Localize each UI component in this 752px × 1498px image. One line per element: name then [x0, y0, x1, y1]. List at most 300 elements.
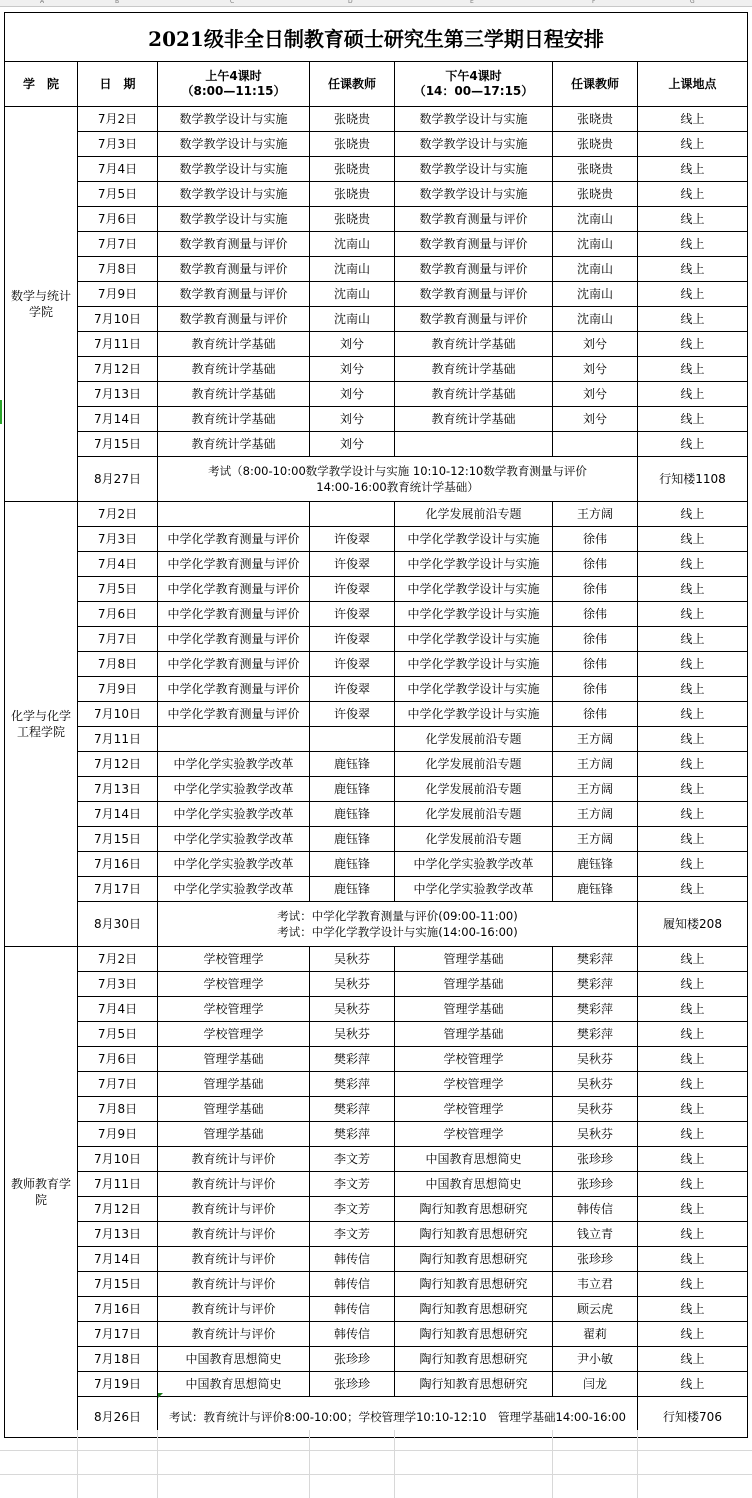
am-teacher-cell[interactable]: 刘兮: [310, 432, 395, 457]
pm-course-cell[interactable]: [395, 432, 553, 457]
pm-teacher-cell[interactable]: 刘兮: [553, 382, 638, 407]
pm-teacher-cell[interactable]: 樊彩萍: [553, 997, 638, 1022]
date-cell[interactable]: 7月13日: [78, 777, 158, 802]
location-cell[interactable]: 线上: [638, 527, 748, 552]
location-cell[interactable]: 线上: [638, 1097, 748, 1122]
am-course-cell[interactable]: 教育统计学基础: [158, 407, 310, 432]
pm-course-cell[interactable]: 中国教育思想简史: [395, 1147, 553, 1172]
pm-course-cell[interactable]: 中学化学教学设计与实施: [395, 527, 553, 552]
am-course-cell[interactable]: 学校管理学: [158, 972, 310, 997]
pm-course-cell[interactable]: 中学化学实验教学改革: [395, 852, 553, 877]
am-course-cell[interactable]: 数学教学设计与实施: [158, 207, 310, 232]
am-course-cell[interactable]: 学校管理学: [158, 947, 310, 972]
pm-teacher-cell[interactable]: 徐伟: [553, 527, 638, 552]
am-teacher-cell[interactable]: 韩传信: [310, 1322, 395, 1347]
am-teacher-cell[interactable]: 张晓贵: [310, 207, 395, 232]
am-course-cell[interactable]: 数学教育测量与评价: [158, 282, 310, 307]
am-teacher-cell[interactable]: 鹿钰锋: [310, 777, 395, 802]
pm-teacher-cell[interactable]: 沈南山: [553, 307, 638, 332]
location-cell[interactable]: 线上: [638, 652, 748, 677]
am-course-cell[interactable]: 学校管理学: [158, 1022, 310, 1047]
date-cell[interactable]: 7月7日: [78, 1072, 158, 1097]
pm-teacher-cell[interactable]: 徐伟: [553, 552, 638, 577]
pm-course-cell[interactable]: 化学发展前沿专题: [395, 752, 553, 777]
am-teacher-cell[interactable]: 樊彩萍: [310, 1097, 395, 1122]
exam-location-cell[interactable]: 履知楼208: [638, 902, 748, 947]
am-course-cell[interactable]: 中学化学实验教学改革: [158, 827, 310, 852]
am-course-cell[interactable]: 数学教学设计与实施: [158, 132, 310, 157]
pm-course-cell[interactable]: 中学化学教学设计与实施: [395, 552, 553, 577]
location-cell[interactable]: 线上: [638, 602, 748, 627]
pm-course-cell[interactable]: 中学化学教学设计与实施: [395, 677, 553, 702]
am-teacher-cell[interactable]: 许俊翠: [310, 702, 395, 727]
location-cell[interactable]: 线上: [638, 997, 748, 1022]
date-cell[interactable]: 7月10日: [78, 1147, 158, 1172]
pm-teacher-cell[interactable]: 吴秋芬: [553, 1097, 638, 1122]
pm-course-cell[interactable]: 化学发展前沿专题: [395, 827, 553, 852]
am-teacher-cell[interactable]: 张晓贵: [310, 107, 395, 132]
am-course-cell[interactable]: 数学教育测量与评价: [158, 307, 310, 332]
am-teacher-cell[interactable]: 鹿钰锋: [310, 802, 395, 827]
date-cell[interactable]: 7月2日: [78, 947, 158, 972]
header-date[interactable]: 日 期: [78, 62, 158, 107]
pm-course-cell[interactable]: 数学教育测量与评价: [395, 207, 553, 232]
pm-course-cell[interactable]: 管理学基础: [395, 997, 553, 1022]
am-teacher-cell[interactable]: 吴秋芬: [310, 972, 395, 997]
location-cell[interactable]: 线上: [638, 502, 748, 527]
am-course-cell[interactable]: 教育统计与评价: [158, 1172, 310, 1197]
pm-teacher-cell[interactable]: 沈南山: [553, 282, 638, 307]
exam-location-cell[interactable]: 行知楼1108: [638, 457, 748, 502]
pm-course-cell[interactable]: 化学发展前沿专题: [395, 502, 553, 527]
date-cell[interactable]: 7月3日: [78, 527, 158, 552]
exam-date-cell[interactable]: 8月26日: [78, 1397, 158, 1438]
date-cell[interactable]: 7月9日: [78, 282, 158, 307]
location-cell[interactable]: 线上: [638, 1247, 748, 1272]
pm-course-cell[interactable]: 数学教育测量与评价: [395, 257, 553, 282]
pm-teacher-cell[interactable]: 徐伟: [553, 577, 638, 602]
location-cell[interactable]: 线上: [638, 182, 748, 207]
date-cell[interactable]: 7月2日: [78, 502, 158, 527]
date-cell[interactable]: 7月2日: [78, 107, 158, 132]
am-teacher-cell[interactable]: 李文芳: [310, 1147, 395, 1172]
am-course-cell[interactable]: 中学化学教育测量与评价: [158, 577, 310, 602]
am-teacher-cell[interactable]: 吴秋芬: [310, 947, 395, 972]
am-course-cell[interactable]: 教育统计学基础: [158, 357, 310, 382]
location-cell[interactable]: 线上: [638, 1297, 748, 1322]
date-cell[interactable]: 7月7日: [78, 627, 158, 652]
pm-course-cell[interactable]: 中学化学教学设计与实施: [395, 577, 553, 602]
pm-course-cell[interactable]: 学校管理学: [395, 1122, 553, 1147]
date-cell[interactable]: 7月11日: [78, 1172, 158, 1197]
pm-course-cell[interactable]: 陶行知教育思想研究: [395, 1347, 553, 1372]
am-teacher-cell[interactable]: 韩传信: [310, 1297, 395, 1322]
location-cell[interactable]: 线上: [638, 702, 748, 727]
am-teacher-cell[interactable]: 李文芳: [310, 1172, 395, 1197]
am-teacher-cell[interactable]: 许俊翠: [310, 652, 395, 677]
am-teacher-cell[interactable]: 樊彩萍: [310, 1072, 395, 1097]
am-teacher-cell[interactable]: 张晓贵: [310, 157, 395, 182]
am-course-cell[interactable]: 数学教学设计与实施: [158, 107, 310, 132]
pm-teacher-cell[interactable]: 韩传信: [553, 1197, 638, 1222]
location-cell[interactable]: 线上: [638, 357, 748, 382]
date-cell[interactable]: 7月3日: [78, 972, 158, 997]
am-teacher-cell[interactable]: 吴秋芬: [310, 997, 395, 1022]
pm-course-cell[interactable]: 陶行知教育思想研究: [395, 1272, 553, 1297]
pm-teacher-cell[interactable]: 吴秋芬: [553, 1072, 638, 1097]
am-course-cell[interactable]: 学校管理学: [158, 997, 310, 1022]
am-teacher-cell[interactable]: 刘兮: [310, 407, 395, 432]
location-cell[interactable]: 线上: [638, 552, 748, 577]
am-teacher-cell[interactable]: 鹿钰锋: [310, 752, 395, 777]
date-cell[interactable]: 7月18日: [78, 1347, 158, 1372]
am-teacher-cell[interactable]: 沈南山: [310, 232, 395, 257]
location-cell[interactable]: 线上: [638, 1372, 748, 1397]
am-teacher-cell[interactable]: 张珍珍: [310, 1347, 395, 1372]
pm-teacher-cell[interactable]: 王方阔: [553, 752, 638, 777]
location-cell[interactable]: 线上: [638, 382, 748, 407]
pm-course-cell[interactable]: 学校管理学: [395, 1047, 553, 1072]
date-cell[interactable]: 7月17日: [78, 877, 158, 902]
pm-teacher-cell[interactable]: 张晓贵: [553, 157, 638, 182]
pm-course-cell[interactable]: 教育统计学基础: [395, 357, 553, 382]
pm-teacher-cell[interactable]: 闫龙: [553, 1372, 638, 1397]
date-cell[interactable]: 7月12日: [78, 357, 158, 382]
college-cell[interactable]: 数学与统计学院: [5, 107, 78, 502]
pm-teacher-cell[interactable]: 张晓贵: [553, 132, 638, 157]
date-cell[interactable]: 7月12日: [78, 752, 158, 777]
am-course-cell[interactable]: 中学化学教育测量与评价: [158, 652, 310, 677]
pm-course-cell[interactable]: 管理学基础: [395, 947, 553, 972]
am-teacher-cell[interactable]: 许俊翠: [310, 677, 395, 702]
pm-course-cell[interactable]: 陶行知教育思想研究: [395, 1322, 553, 1347]
college-cell[interactable]: 化学与化学工程学院: [5, 502, 78, 947]
header-am[interactable]: [158, 62, 310, 107]
am-teacher-cell[interactable]: 张珍珍: [310, 1372, 395, 1397]
date-cell[interactable]: 7月16日: [78, 1297, 158, 1322]
am-course-cell[interactable]: 教育统计与评价: [158, 1197, 310, 1222]
pm-course-cell[interactable]: 数学教育测量与评价: [395, 307, 553, 332]
date-cell[interactable]: 7月14日: [78, 802, 158, 827]
header-pm[interactable]: [395, 62, 553, 107]
pm-course-cell[interactable]: 数学教学设计与实施: [395, 157, 553, 182]
date-cell[interactable]: 7月15日: [78, 432, 158, 457]
pm-course-cell[interactable]: 中国教育思想简史: [395, 1172, 553, 1197]
am-teacher-cell[interactable]: 刘兮: [310, 357, 395, 382]
pm-teacher-cell[interactable]: 沈南山: [553, 207, 638, 232]
location-cell[interactable]: 线上: [638, 1197, 748, 1222]
pm-teacher-cell[interactable]: 刘兮: [553, 357, 638, 382]
date-cell[interactable]: 7月9日: [78, 677, 158, 702]
location-cell[interactable]: 线上: [638, 947, 748, 972]
pm-teacher-cell[interactable]: 吴秋芬: [553, 1047, 638, 1072]
am-teacher-cell[interactable]: 沈南山: [310, 257, 395, 282]
pm-teacher-cell[interactable]: 徐伟: [553, 702, 638, 727]
am-course-cell[interactable]: 数学教学设计与实施: [158, 182, 310, 207]
date-cell[interactable]: 7月8日: [78, 257, 158, 282]
date-cell[interactable]: 7月10日: [78, 702, 158, 727]
date-cell[interactable]: 7月10日: [78, 307, 158, 332]
am-teacher-cell[interactable]: 刘兮: [310, 382, 395, 407]
am-teacher-cell[interactable]: 韩传信: [310, 1247, 395, 1272]
pm-teacher-cell[interactable]: 徐伟: [553, 627, 638, 652]
date-cell[interactable]: 7月6日: [78, 207, 158, 232]
pm-course-cell[interactable]: 陶行知教育思想研究: [395, 1247, 553, 1272]
pm-teacher-cell[interactable]: [553, 432, 638, 457]
am-course-cell[interactable]: 教育统计与评价: [158, 1272, 310, 1297]
pm-teacher-cell[interactable]: 王方阔: [553, 777, 638, 802]
date-cell[interactable]: 7月6日: [78, 1047, 158, 1072]
am-course-cell[interactable]: 教育统计与评价: [158, 1322, 310, 1347]
date-cell[interactable]: 7月17日: [78, 1322, 158, 1347]
date-cell[interactable]: 7月16日: [78, 852, 158, 877]
location-cell[interactable]: 线上: [638, 207, 748, 232]
am-teacher-cell[interactable]: 李文芳: [310, 1197, 395, 1222]
exam-location-cell[interactable]: 行知楼706: [638, 1397, 748, 1438]
am-teacher-cell[interactable]: 许俊翠: [310, 627, 395, 652]
am-teacher-cell[interactable]: 刘兮: [310, 332, 395, 357]
location-cell[interactable]: 线上: [638, 777, 748, 802]
date-cell[interactable]: 7月6日: [78, 602, 158, 627]
header-am-teacher[interactable]: 任课教师: [310, 62, 395, 107]
pm-teacher-cell[interactable]: 韦立君: [553, 1272, 638, 1297]
date-cell[interactable]: 7月19日: [78, 1372, 158, 1397]
location-cell[interactable]: 线上: [638, 282, 748, 307]
am-course-cell[interactable]: 教育统计与评价: [158, 1222, 310, 1247]
am-course-cell[interactable]: 中国教育思想简史: [158, 1347, 310, 1372]
pm-course-cell[interactable]: 教育统计学基础: [395, 407, 553, 432]
location-cell[interactable]: 线上: [638, 1322, 748, 1347]
pm-teacher-cell[interactable]: 吴秋芬: [553, 1122, 638, 1147]
pm-teacher-cell[interactable]: 樊彩萍: [553, 972, 638, 997]
location-cell[interactable]: 线上: [638, 1172, 748, 1197]
am-course-cell[interactable]: 数学教育测量与评价: [158, 257, 310, 282]
location-cell[interactable]: 线上: [638, 577, 748, 602]
am-teacher-cell[interactable]: 鹿钰锋: [310, 877, 395, 902]
pm-teacher-cell[interactable]: 鹿钰锋: [553, 877, 638, 902]
am-course-cell[interactable]: 管理学基础: [158, 1047, 310, 1072]
pm-teacher-cell[interactable]: 张珍珍: [553, 1247, 638, 1272]
date-cell[interactable]: 7月11日: [78, 727, 158, 752]
location-cell[interactable]: 线上: [638, 232, 748, 257]
pm-teacher-cell[interactable]: 沈南山: [553, 257, 638, 282]
pm-teacher-cell[interactable]: 王方阔: [553, 727, 638, 752]
am-teacher-cell[interactable]: 张晓贵: [310, 132, 395, 157]
location-cell[interactable]: 线上: [638, 852, 748, 877]
date-cell[interactable]: 7月11日: [78, 332, 158, 357]
am-teacher-cell[interactable]: 樊彩萍: [310, 1047, 395, 1072]
date-cell[interactable]: 7月15日: [78, 1272, 158, 1297]
location-cell[interactable]: 线上: [638, 1022, 748, 1047]
am-course-cell[interactable]: 数学教学设计与实施: [158, 157, 310, 182]
am-course-cell[interactable]: 中学化学实验教学改革: [158, 877, 310, 902]
pm-course-cell[interactable]: 化学发展前沿专题: [395, 777, 553, 802]
am-teacher-cell[interactable]: [310, 727, 395, 752]
pm-course-cell[interactable]: 陶行知教育思想研究: [395, 1372, 553, 1397]
location-cell[interactable]: 线上: [638, 802, 748, 827]
location-cell[interactable]: 线上: [638, 627, 748, 652]
pm-course-cell[interactable]: 数学教育测量与评价: [395, 282, 553, 307]
am-course-cell[interactable]: [158, 502, 310, 527]
pm-course-cell[interactable]: 中学化学教学设计与实施: [395, 627, 553, 652]
pm-course-cell[interactable]: 数学教育测量与评价: [395, 232, 553, 257]
pm-course-cell[interactable]: 学校管理学: [395, 1072, 553, 1097]
pm-teacher-cell[interactable]: 鹿钰锋: [553, 852, 638, 877]
am-course-cell[interactable]: 中学化学实验教学改革: [158, 752, 310, 777]
am-course-cell[interactable]: 教育统计与评价: [158, 1147, 310, 1172]
exam-info-cell[interactable]: [158, 457, 638, 502]
date-cell[interactable]: 7月3日: [78, 132, 158, 157]
am-course-cell[interactable]: [158, 727, 310, 752]
am-course-cell[interactable]: 中学化学教育测量与评价: [158, 627, 310, 652]
pm-teacher-cell[interactable]: 王方阔: [553, 827, 638, 852]
am-course-cell[interactable]: 中学化学教育测量与评价: [158, 677, 310, 702]
location-cell[interactable]: 线上: [638, 877, 748, 902]
location-cell[interactable]: 线上: [638, 307, 748, 332]
am-course-cell[interactable]: 中学化学教育测量与评价: [158, 702, 310, 727]
date-cell[interactable]: 7月8日: [78, 652, 158, 677]
pm-teacher-cell[interactable]: 张珍珍: [553, 1147, 638, 1172]
pm-course-cell[interactable]: 陶行知教育思想研究: [395, 1197, 553, 1222]
pm-teacher-cell[interactable]: 徐伟: [553, 602, 638, 627]
date-cell[interactable]: 7月5日: [78, 182, 158, 207]
am-teacher-cell[interactable]: 许俊翠: [310, 602, 395, 627]
date-cell[interactable]: 7月7日: [78, 232, 158, 257]
location-cell[interactable]: 线上: [638, 727, 748, 752]
am-teacher-cell[interactable]: 鹿钰锋: [310, 827, 395, 852]
location-cell[interactable]: 线上: [638, 257, 748, 282]
location-cell[interactable]: 线上: [638, 157, 748, 182]
pm-course-cell[interactable]: 中学化学教学设计与实施: [395, 602, 553, 627]
date-cell[interactable]: 7月13日: [78, 1222, 158, 1247]
pm-course-cell[interactable]: 化学发展前沿专题: [395, 727, 553, 752]
date-cell[interactable]: 7月5日: [78, 1022, 158, 1047]
date-cell[interactable]: 7月14日: [78, 1247, 158, 1272]
am-course-cell[interactable]: 中学化学实验教学改革: [158, 802, 310, 827]
location-cell[interactable]: 线上: [638, 827, 748, 852]
pm-course-cell[interactable]: 中学化学实验教学改革: [395, 877, 553, 902]
pm-course-cell[interactable]: 学校管理学: [395, 1097, 553, 1122]
pm-course-cell[interactable]: 中学化学教学设计与实施: [395, 702, 553, 727]
am-teacher-cell[interactable]: 沈南山: [310, 282, 395, 307]
exam-date-cell[interactable]: 8月27日: [78, 457, 158, 502]
am-course-cell[interactable]: 中学化学实验教学改革: [158, 852, 310, 877]
pm-course-cell[interactable]: 管理学基础: [395, 972, 553, 997]
pm-teacher-cell[interactable]: 刘兮: [553, 407, 638, 432]
pm-teacher-cell[interactable]: 张晓贵: [553, 182, 638, 207]
am-course-cell[interactable]: 中学化学实验教学改革: [158, 777, 310, 802]
pm-course-cell[interactable]: 教育统计学基础: [395, 332, 553, 357]
pm-teacher-cell[interactable]: 刘兮: [553, 332, 638, 357]
location-cell[interactable]: 线上: [638, 1072, 748, 1097]
am-course-cell[interactable]: 管理学基础: [158, 1097, 310, 1122]
pm-teacher-cell[interactable]: 张珍珍: [553, 1172, 638, 1197]
pm-teacher-cell[interactable]: 钱立青: [553, 1222, 638, 1247]
pm-teacher-cell[interactable]: 樊彩萍: [553, 1022, 638, 1047]
pm-teacher-cell[interactable]: 樊彩萍: [553, 947, 638, 972]
am-course-cell[interactable]: 中学化学教育测量与评价: [158, 527, 310, 552]
date-cell[interactable]: 7月13日: [78, 382, 158, 407]
exam-info-cell[interactable]: [158, 902, 638, 947]
date-cell[interactable]: 7月4日: [78, 552, 158, 577]
am-teacher-cell[interactable]: 韩传信: [310, 1272, 395, 1297]
am-course-cell[interactable]: 教育统计学基础: [158, 332, 310, 357]
pm-course-cell[interactable]: 陶行知教育思想研究: [395, 1297, 553, 1322]
pm-teacher-cell[interactable]: 沈南山: [553, 232, 638, 257]
location-cell[interactable]: 线上: [638, 677, 748, 702]
date-cell[interactable]: 7月12日: [78, 1197, 158, 1222]
location-cell[interactable]: 线上: [638, 432, 748, 457]
pm-teacher-cell[interactable]: 王方阔: [553, 502, 638, 527]
am-course-cell[interactable]: 中学化学教育测量与评价: [158, 602, 310, 627]
location-cell[interactable]: 线上: [638, 107, 748, 132]
exam-date-cell[interactable]: 8月30日: [78, 902, 158, 947]
am-course-cell[interactable]: 管理学基础: [158, 1072, 310, 1097]
pm-course-cell[interactable]: 数学教学设计与实施: [395, 132, 553, 157]
pm-course-cell[interactable]: 数学教学设计与实施: [395, 182, 553, 207]
date-cell[interactable]: 7月4日: [78, 157, 158, 182]
location-cell[interactable]: 线上: [638, 1347, 748, 1372]
am-teacher-cell[interactable]: 沈南山: [310, 307, 395, 332]
am-course-cell[interactable]: 中国教育思想简史: [158, 1372, 310, 1397]
date-cell[interactable]: 7月5日: [78, 577, 158, 602]
college-cell[interactable]: 教师教育学院: [5, 947, 78, 1438]
am-teacher-cell[interactable]: 樊彩萍: [310, 1122, 395, 1147]
pm-teacher-cell[interactable]: 王方阔: [553, 802, 638, 827]
date-cell[interactable]: 7月15日: [78, 827, 158, 852]
location-cell[interactable]: 线上: [638, 752, 748, 777]
pm-course-cell[interactable]: 陶行知教育思想研究: [395, 1222, 553, 1247]
am-teacher-cell[interactable]: 许俊翠: [310, 552, 395, 577]
pm-teacher-cell[interactable]: 徐伟: [553, 677, 638, 702]
header-college[interactable]: 学 院: [5, 62, 78, 107]
date-cell[interactable]: 7月8日: [78, 1097, 158, 1122]
pm-teacher-cell[interactable]: 顾云虎: [553, 1297, 638, 1322]
pm-course-cell[interactable]: 教育统计学基础: [395, 382, 553, 407]
location-cell[interactable]: 线上: [638, 1222, 748, 1247]
am-course-cell[interactable]: 管理学基础: [158, 1122, 310, 1147]
header-pm-teacher[interactable]: 任课教师: [553, 62, 638, 107]
am-course-cell[interactable]: 教育统计与评价: [158, 1247, 310, 1272]
location-cell[interactable]: 线上: [638, 132, 748, 157]
date-cell[interactable]: 7月4日: [78, 997, 158, 1022]
pm-course-cell[interactable]: 数学教学设计与实施: [395, 107, 553, 132]
am-teacher-cell[interactable]: 张晓贵: [310, 182, 395, 207]
pm-teacher-cell[interactable]: 尹小敏: [553, 1347, 638, 1372]
location-cell[interactable]: 线上: [638, 407, 748, 432]
location-cell[interactable]: 线上: [638, 332, 748, 357]
am-teacher-cell[interactable]: 李文芳: [310, 1222, 395, 1247]
am-course-cell[interactable]: 数学教育测量与评价: [158, 232, 310, 257]
location-cell[interactable]: 线上: [638, 1047, 748, 1072]
pm-course-cell[interactable]: 化学发展前沿专题: [395, 802, 553, 827]
location-cell[interactable]: 线上: [638, 1272, 748, 1297]
header-location[interactable]: 上课地点: [638, 62, 748, 107]
pm-teacher-cell[interactable]: 张晓贵: [553, 107, 638, 132]
location-cell[interactable]: 线上: [638, 1147, 748, 1172]
date-cell[interactable]: 7月9日: [78, 1122, 158, 1147]
date-cell[interactable]: 7月14日: [78, 407, 158, 432]
am-teacher-cell[interactable]: 吴秋芬: [310, 1022, 395, 1047]
location-cell[interactable]: 线上: [638, 1122, 748, 1147]
am-teacher-cell[interactable]: 许俊翠: [310, 577, 395, 602]
pm-teacher-cell[interactable]: 翟莉: [553, 1322, 638, 1347]
am-teacher-cell[interactable]: 许俊翠: [310, 527, 395, 552]
pm-course-cell[interactable]: 中学化学教学设计与实施: [395, 652, 553, 677]
am-course-cell[interactable]: 教育统计学基础: [158, 382, 310, 407]
pm-course-cell[interactable]: 管理学基础: [395, 1022, 553, 1047]
am-course-cell[interactable]: 教育统计与评价: [158, 1297, 310, 1322]
